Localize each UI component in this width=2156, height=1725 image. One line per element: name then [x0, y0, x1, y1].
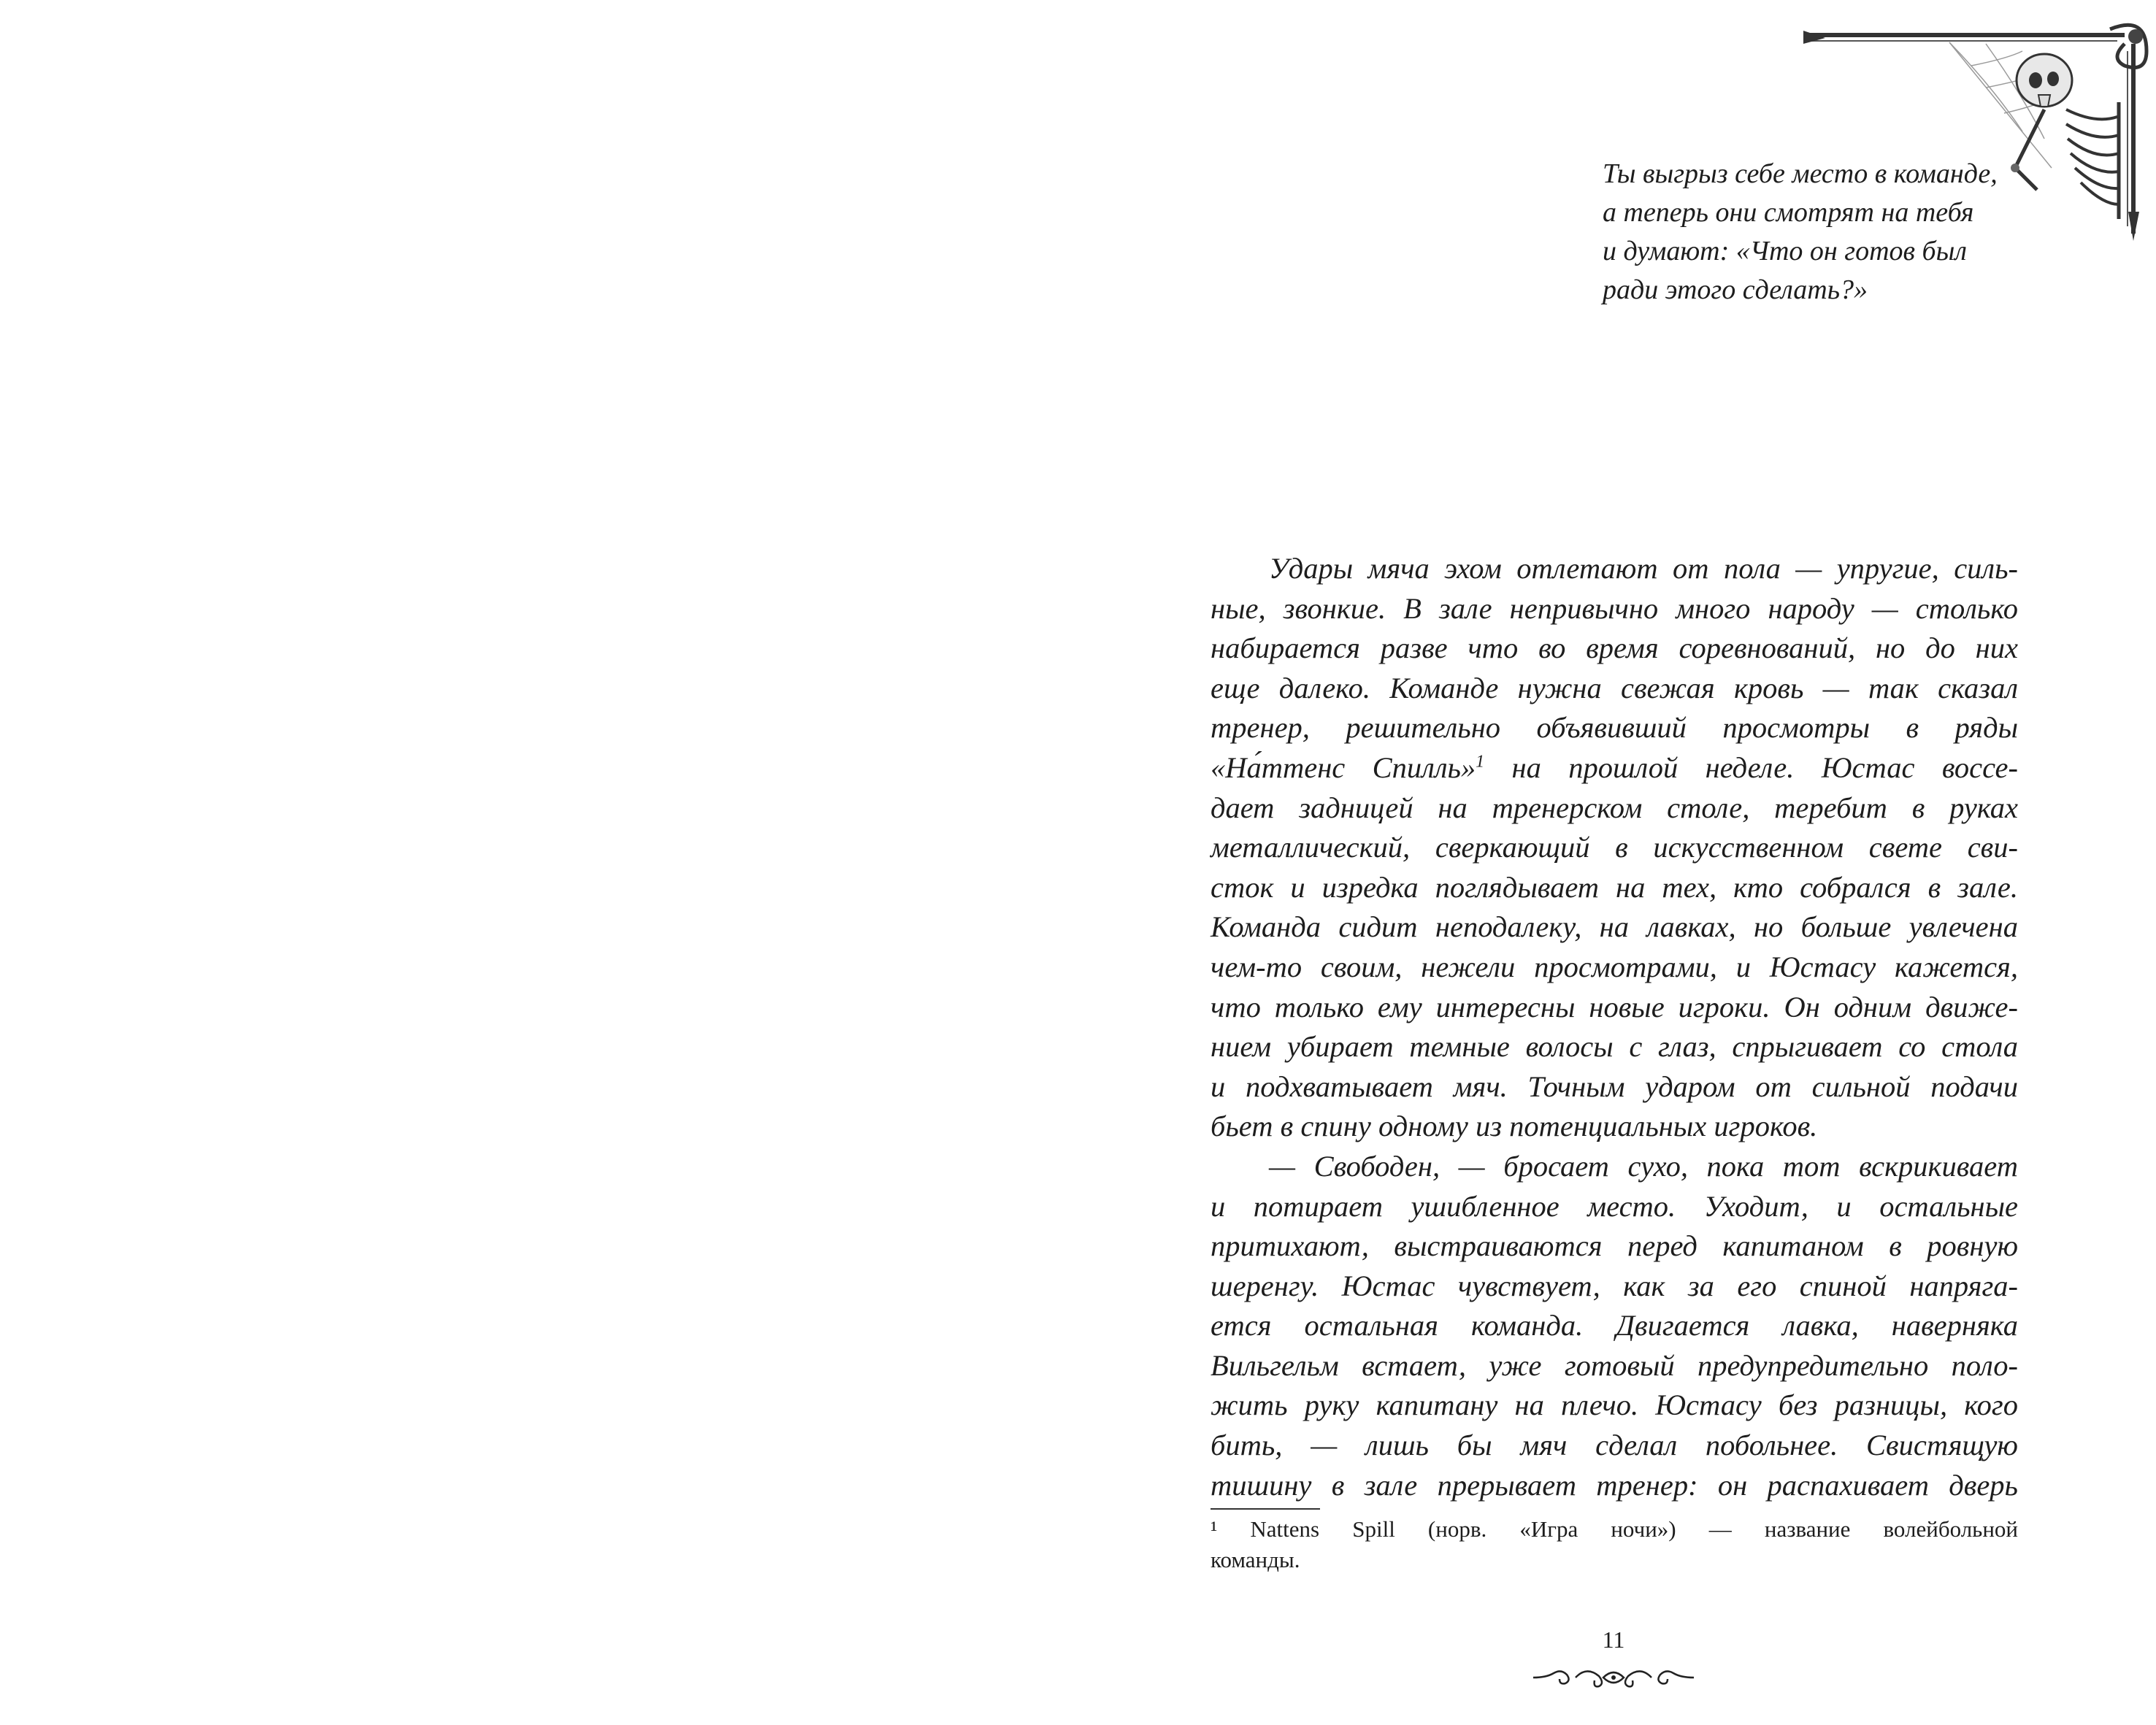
epigraph-line: ради этого сделать?» [1603, 274, 1868, 305]
body-line: притихают, выстраиваются перед капитаном в ровную [1211, 1229, 2018, 1263]
body-line: еще далеко. Команде нужна свежая кровь — так сказал [1211, 671, 2018, 704]
epigraph-line: и думают: «Что он готов был [1603, 236, 1967, 266]
body-line: сток и изредка поглядывает на тех, кто собрался в зале. [1211, 870, 2018, 904]
body-line: Команда сидит неподалеку, на лавках, но больше увлечена [1211, 910, 2018, 944]
flourish-ornament-icon [1532, 1663, 1695, 1692]
body-line: набирается разве что во время соревнований, но до них [1211, 631, 2018, 665]
body-line: — Свободен, — бросает сухо, пока тот вскрикивает [1269, 1149, 2018, 1183]
body-line: Удары мяча эхом отлетают от пола — упругие, силь- [1269, 552, 2018, 585]
body-line: тренер, решительно объявивший просмотры в ряды [1211, 711, 2018, 745]
body-line: ется остальная команда. Двигается лавка, наверняка [1211, 1309, 2018, 1342]
body-line: и подхватывает мяч. Точным ударом от сильной подачи [1211, 1069, 2018, 1103]
body-line: нием убирает темные волосы с глаз, спрыгивает со стола [1211, 1030, 2018, 1064]
body-line: металлический, сверкающий в искусственном свете сви- [1211, 831, 2018, 864]
chapter-body-text [1211, 549, 2018, 1505]
body-line-with-footnote [1211, 748, 2018, 788]
body-line: что только ему интересны новые игроки. Он одним движе- [1211, 990, 2018, 1023]
body-line: бьет в спину одному из потенциальных игроков. [1211, 1110, 1818, 1143]
footnote-divider [1211, 1508, 1320, 1510]
footnote-ref: 1 [1476, 752, 1485, 772]
epigraph [1603, 155, 2011, 310]
body-line: шеренгу. Юстас чувствует, как за его спиной напряга- [1211, 1269, 2018, 1302]
epigraph-line: а теперь они смотрят на тебя [1603, 197, 1974, 228]
body-line: жить руку капитану на плечо. Юстасу без разницы, кого [1211, 1388, 2018, 1422]
footnote [1211, 1514, 2018, 1575]
body-line: и потирает ушибленное место. Уходит, и остальные [1211, 1189, 2018, 1223]
footnote-line: ¹ Nattens Spill (норв. «Игра ночи») — название волейбольной [1211, 1516, 2018, 1542]
page-number: 11 [1602, 1626, 1625, 1653]
body-line: чем-то своим, нежели просмотрами, и Юстасу кажется, [1211, 950, 2018, 983]
team-name: «На́ттенс Спилль» [1211, 750, 1476, 784]
body-line-tail: на прошлой неделе. Юстас воссе- [1484, 750, 2018, 784]
body-line: ные, звонкие. В зале непривычно много народу — столько [1211, 591, 2018, 625]
body-line: тишину в зале прерывает тренер: он распахивает дверь [1211, 1468, 2018, 1502]
body-line: дает задницей на тренерском столе, теребит в руках [1211, 791, 2018, 824]
body-line: Вильгельм встает, уже готовый предупредительно поло- [1211, 1348, 2018, 1382]
epigraph-line: Ты выгрыз себе место в команде, [1603, 158, 1998, 189]
footnote-line: команды. [1211, 1547, 1300, 1572]
body-line: бить, — лишь бы мяч сделал побольнее. Свистящую [1211, 1429, 2018, 1462]
